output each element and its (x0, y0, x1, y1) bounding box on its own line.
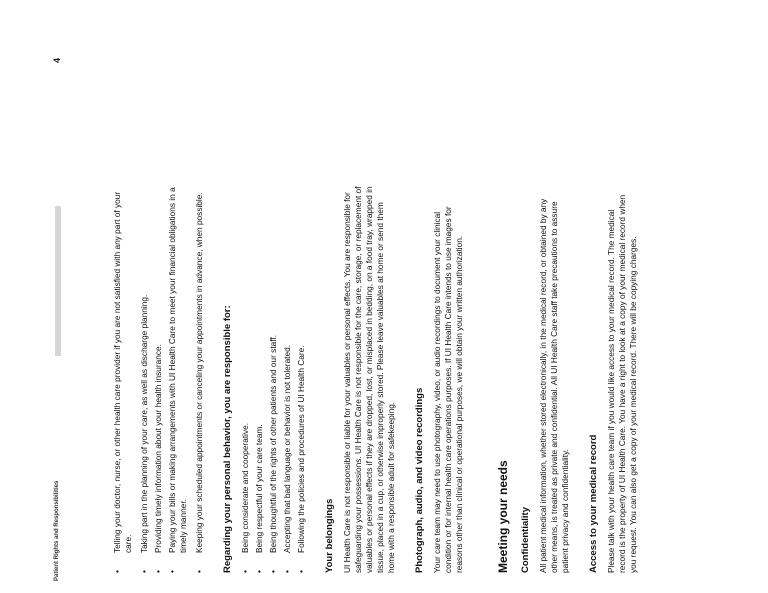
photo-line: reasons other than clinical or operational purposes, we will obtain your written authorization. (454, 235, 464, 573)
bullet-line: Telling your doctor, nurse, or other health care provider if you are not satisfied with any part of your (112, 191, 122, 553)
rotated-page: Patient Rights and Responsibilities 4 • Telling your doctor, nurse, or other health care provider if you are not satisfied with any part of your care. • Taking part in the planning of your care, as well as discharge planning. • Providing timely information about your health insurance. • Paying your bills or making arrangements with UI Health Care to meet your financial obligations in a timely manner. • Keeping your scheduled appointments or canceling your appointments in advance, when possible. Regarding your personal behavior, you are responsible for: • Being considerate and cooperative. • Being respectful of your care team. • Being thoughtful of the rights of other patients and our staff. • Accepting that bad language or behavior is not tolerated. • Following the policies and procedures of UI Health Care. Your belongings UI Health Care is not responsible or liable for your valuables or personal effects. You are responsible for safeguarding your possessions. UI Health Care is not responsible for the care, storage, or replacement of valuables or personal effects if they are dropped, lost, or misplaced in bedding, on a food tray, wrapped in tissue, placed in a cup, or otherwise improperly stored. Please leave valuables at home or send them home with a responsible adult for safekeeping. Photograph, audio, and video recordings Your care team may need to use photography, video, or audio recordings to document your clinical condition or for internal health care operations purposes. If UI Health Care intends to use images for reasons other than clinical or operational purposes, we will obtain your written authorization. Meeting your needs Confidentiality All patient medical information, whether stored electronically, in the medical record, or obtained by any other means, is treated as private and confidential. All UI Health Care staff take precautions to assure patient privacy and confidentiality. Access to your medical record Please talk with your health care team if you would like access to your medical record. The medical record is the property of UI Health Care. You have a right to look at a copy of your medical record when you request. You can also get a copy of your medical record. There will be copying charges. (52, 57, 638, 581)
photo-heading: Photograph, audio, and video recordings (414, 387, 425, 573)
behavior-item: Being respectful of your care team. (254, 424, 264, 553)
behavior-heading: Regarding your personal behavior, you are responsible for: (222, 305, 233, 573)
bullet-line: Taking part in the planning of your care, as well as discharge planning. (139, 294, 149, 553)
header-title: Patient Rights and Responsibilities (54, 480, 60, 581)
access-line: Please talk with your health care team if you would like access to your medical record. The medical (606, 209, 616, 573)
belongings-line: tissue, placed in a cup, or otherwise improperly stored. Please leave valuables at home or send them (375, 202, 385, 573)
behavior-item: Being thoughtful of the rights of other patients and our staff. (268, 334, 278, 553)
photo-line: Your care team may need to use photography, video, or audio recordings to document your clinical (432, 211, 442, 573)
bullet-line: Paying your bills or making arrangements with UI Health Care to meet your financial obligations in a (167, 187, 177, 553)
page-number: 4 (52, 57, 62, 63)
belongings-heading: Your belongings (324, 498, 335, 573)
belongings-line: valuables or personal effects if they are dropped, lost, or misplaced in bedding, on a food tray, wrapped in (364, 186, 374, 573)
photo-line: condition or for internal health care operations purposes. If UI Health Care intends to use images for (443, 206, 453, 573)
confidentiality-line: patient privacy and confidentiality. (560, 449, 570, 573)
behavior-item: Being considerate and cooperative. (240, 422, 250, 553)
confidentiality-line: other means, is treated as private and confidential. All UI Health Care staff take precautions to assure (549, 201, 559, 573)
belongings-line: UI Health Care is not responsible or liable for your valuables or personal effects. You are responsible for (342, 192, 352, 573)
behavior-item: Following the policies and procedures of UI Health Care. (296, 345, 306, 553)
bullet-line: timely manner. (178, 499, 188, 553)
access-heading: Access to your medical record (588, 434, 599, 573)
bullet-line: care. (123, 534, 133, 553)
access-line: record is the property of UI Health Care. You have a right to look at a copy of your medical record when (617, 194, 627, 573)
bullet-line: Keeping your scheduled appointments or canceling your appointments in advance, when possible. (194, 192, 204, 553)
needs-heading: Meeting your needs (496, 460, 510, 573)
belongings-line: home with a responsible adult for safekeeping. (386, 401, 396, 573)
behavior-item: Accepting that bad language or behavior is not tolerated. (282, 344, 292, 553)
belongings-line: safeguarding your possessions. UI Health Care is not responsible for the care, storage, or replacement of (353, 186, 363, 573)
access-line: you request. You can also get a copy of your medical record. There will be copying charges. (628, 236, 638, 573)
bullet-line: Providing timely information about your health insurance. (153, 344, 163, 553)
confidentiality-line: All patient medical information, whether stored electronically, in the medical record, or obtained by any (538, 198, 548, 573)
confidentiality-heading: Confidentiality (520, 507, 531, 573)
header-redaction-bar (55, 206, 61, 356)
